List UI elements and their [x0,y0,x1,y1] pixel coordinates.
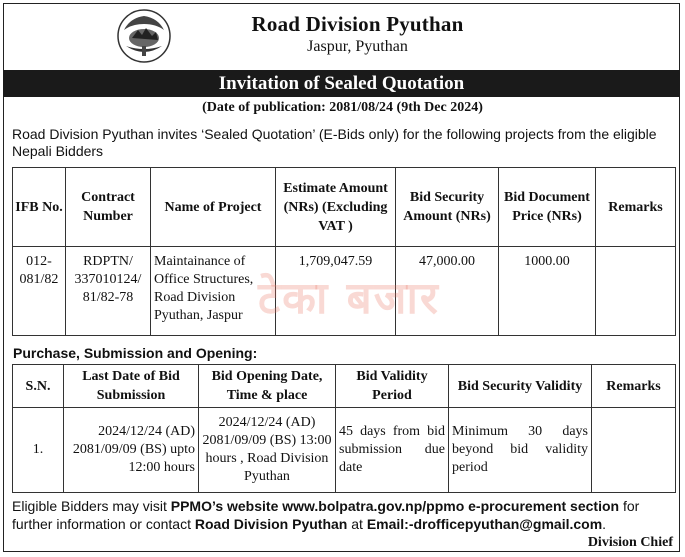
footer-text-3: at [347,516,367,532]
header-remarks: Remarks [596,168,676,247]
footer-text-4: . [602,516,607,532]
cell-contract-number: RDPTN/ 337010124/ 81/82-78 [66,247,151,336]
cell-project-name: Maintainance of Office Structures, Road Division Pyuthan, Jaspur [151,247,276,336]
cell-schedule-remarks [592,408,676,493]
header-schedule-remarks: Remarks [592,365,676,408]
cell-last-date: 2024/12/24 (AD) 2081/09/09 (BS) upto 12:00 hours [64,408,199,493]
cell-validity: 45 days from bid submission due date [336,408,449,493]
header-sn: S.N. [13,365,64,408]
projects-table-header-row [13,168,676,247]
header-estimate-amount: Estimate Amount (NRs) (Excluding VAT ) [276,168,396,247]
header-ifb-no: IFB No. [13,168,66,247]
ppmo-website-link[interactable]: PPMO’s website www.bolpatra.gov.np/ppmo e-procurement section [170,498,620,514]
cell-opening: 2024/12/24 (AD) 2081/09/09 (BS) 13:00 hours , Road Division Pyuthan [199,408,336,493]
table-row [13,247,676,336]
cell-remarks [596,247,676,336]
intro-paragraph: Road Division Pyuthan invites ‘Sealed Quotation’ (E-Bids only) for the following projects from the eligible Nepali Bidders [12,126,657,159]
header-contract-number: Contract Number [66,168,151,247]
header-validity: Bid Validity Period [336,365,449,408]
header-project-name: Name of Project [151,168,276,247]
signatory: Division Chief [587,535,673,550]
header-doc-price: Bid Document Price (NRs) [499,168,596,247]
cell-estimate-amount: 1,709,047.59 [276,247,396,336]
projects-table [12,167,676,336]
header-bid-security: Bid Security Amount (NRs) [396,168,499,247]
cell-security-validity: Minimum 30 days beyond bid validity period [449,408,592,493]
header-security-validity: Bid Security Validity [449,365,592,408]
watermark-logo: टेका बजार [258,273,440,324]
header-last-date: Last Date of Bid Submission [64,365,199,408]
footer-org-name: Road Division Pyuthan [194,516,348,532]
contact-email[interactable]: Email:-drofficepyuthan@gmail.com [366,516,603,532]
schedule-section-title: Purchase, Submission and Opening: [13,345,258,361]
footer-text-1: Eligible Bidders may visit [12,498,171,514]
cell-bid-security: 47,000.00 [396,247,499,336]
header-opening: Bid Opening Date, Time & place [199,365,336,408]
org-title: Road Division Pyuthan [251,12,464,36]
footer-text-2: for further information or contact [12,498,640,532]
publication-date: (Date of publication: 2081/08/24 (9th Dec 2024) [202,100,483,115]
cell-doc-price: 1000.00 [499,247,596,336]
schedule-table [12,364,676,493]
footer-note [12,497,676,533]
org-location: Jaspur, Pyuthan [307,38,408,55]
schedule-table-header-row [13,365,676,408]
cell-ifb-no: 012-081/82 [13,247,66,336]
notice-title-banner: Invitation of Sealed Quotation [3,70,680,97]
table-row [13,408,676,493]
cell-sn: 1. [13,408,64,493]
